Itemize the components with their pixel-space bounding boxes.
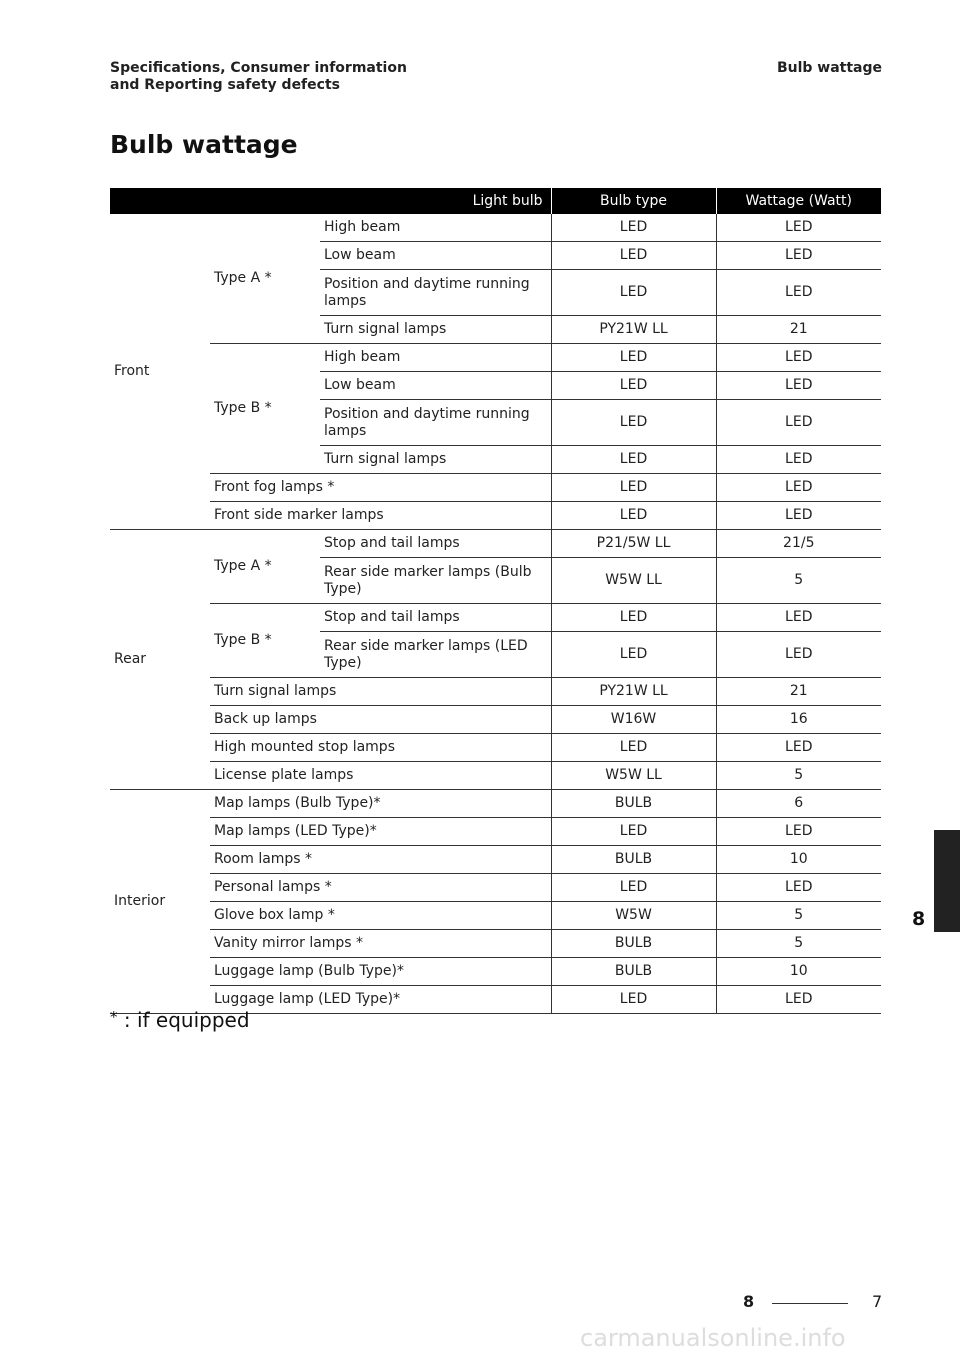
- row-bulb-type: PY21W LL: [551, 316, 716, 344]
- row-wattage: LED: [716, 214, 881, 242]
- row-desc: Position and daytime running lamps: [320, 270, 551, 316]
- row-bulb-type: W16W: [551, 706, 716, 734]
- table-row: [110, 530, 881, 558]
- row-bulb-type: LED: [551, 986, 716, 1014]
- row-wattage: 10: [716, 958, 881, 986]
- row-bulb-type: LED: [551, 818, 716, 846]
- header-line-2: and Reporting safety defects: [110, 77, 340, 93]
- footnote-text: : if equipped: [117, 1008, 250, 1032]
- row-bulb-type: LED: [551, 502, 716, 530]
- row-wattage: 10: [716, 846, 881, 874]
- header-light-bulb: Light bulb: [110, 188, 551, 214]
- row-wattage: LED: [716, 632, 881, 678]
- page-section-number: 8: [743, 1292, 755, 1311]
- row-desc: Map lamps (Bulb Type)*: [210, 790, 551, 818]
- running-header-topic: Bulb wattage: [776, 60, 882, 76]
- table-row: [110, 846, 881, 874]
- category-interior: Interior: [110, 790, 210, 1014]
- row-wattage: LED: [716, 502, 881, 530]
- row-desc: Personal lamps *: [210, 874, 551, 902]
- table-row: [110, 474, 881, 502]
- row-wattage: LED: [716, 474, 881, 502]
- row-bulb-type: LED: [551, 400, 716, 446]
- row-wattage: 16: [716, 706, 881, 734]
- chapter-tab-number: 8: [912, 908, 926, 930]
- row-desc: Luggage lamp (Bulb Type)*: [210, 958, 551, 986]
- row-wattage: 5: [716, 930, 881, 958]
- table-row: [110, 790, 881, 818]
- bulb-wattage-table: [110, 188, 881, 1014]
- row-bulb-type: LED: [551, 474, 716, 502]
- row-bulb-type: W5W: [551, 902, 716, 930]
- row-desc: Rear side marker lamps (Bulb Type): [320, 558, 551, 604]
- row-wattage: LED: [716, 372, 881, 400]
- row-wattage: LED: [716, 986, 881, 1014]
- chapter-tab-marker: [934, 830, 960, 932]
- table-row: [110, 762, 881, 790]
- row-wattage: 21: [716, 678, 881, 706]
- table-row: [110, 874, 881, 902]
- row-desc: Back up lamps: [210, 706, 551, 734]
- row-wattage: LED: [716, 818, 881, 846]
- row-desc: Turn signal lamps: [210, 678, 551, 706]
- table-row: [110, 902, 881, 930]
- row-wattage: LED: [716, 270, 881, 316]
- row-bulb-type: LED: [551, 874, 716, 902]
- row-bulb-type: LED: [551, 632, 716, 678]
- row-bulb-type: LED: [551, 372, 716, 400]
- page-number: 7: [872, 1292, 883, 1311]
- row-desc: Stop and tail lamps: [320, 604, 551, 632]
- table-row: [110, 818, 881, 846]
- row-bulb-type: W5W LL: [551, 762, 716, 790]
- watermark: carmanualsonline.info: [580, 1324, 846, 1352]
- row-wattage: LED: [716, 242, 881, 270]
- group-front-type-a: Type A *: [210, 214, 320, 344]
- category-rear: Rear: [110, 530, 210, 790]
- row-desc: Stop and tail lamps: [320, 530, 551, 558]
- row-desc: Low beam: [320, 242, 551, 270]
- row-desc: Room lamps *: [210, 846, 551, 874]
- row-bulb-type: LED: [551, 446, 716, 474]
- row-desc: Map lamps (LED Type)*: [210, 818, 551, 846]
- page-title: Bulb wattage: [110, 130, 298, 159]
- row-wattage: LED: [716, 400, 881, 446]
- row-wattage: 21/5: [716, 530, 881, 558]
- running-header-section: [110, 60, 407, 94]
- row-desc: Low beam: [320, 372, 551, 400]
- row-wattage: 5: [716, 902, 881, 930]
- row-bulb-type: LED: [551, 344, 716, 372]
- table-row: [110, 214, 881, 242]
- row-wattage: LED: [716, 734, 881, 762]
- row-wattage: LED: [716, 874, 881, 902]
- row-bulb-type: PY21W LL: [551, 678, 716, 706]
- row-bulb-type: BULB: [551, 790, 716, 818]
- row-desc: Luggage lamp (LED Type)*: [210, 986, 551, 1014]
- row-desc: Rear side marker lamps (LED Type): [320, 632, 551, 678]
- table-row: [110, 678, 881, 706]
- row-wattage: LED: [716, 344, 881, 372]
- table-row: [110, 344, 881, 372]
- row-bulb-type: P21/5W LL: [551, 530, 716, 558]
- row-wattage: 5: [716, 762, 881, 790]
- row-bulb-type: LED: [551, 214, 716, 242]
- row-desc: Position and daytime running lamps: [320, 400, 551, 446]
- footnote-asterisk: *: [110, 1008, 118, 1026]
- row-desc: Turn signal lamps: [320, 316, 551, 344]
- table-row: [110, 706, 881, 734]
- table-row: [110, 734, 881, 762]
- table-header-row: [110, 188, 881, 214]
- row-wattage: LED: [716, 446, 881, 474]
- page-number-divider: [772, 1303, 848, 1304]
- group-front-type-b: Type B *: [210, 344, 320, 474]
- row-desc: Vanity mirror lamps *: [210, 930, 551, 958]
- row-bulb-type: LED: [551, 270, 716, 316]
- table-row: [110, 502, 881, 530]
- row-wattage: 6: [716, 790, 881, 818]
- table-row: [110, 958, 881, 986]
- header-wattage: Wattage (Watt): [716, 188, 881, 214]
- category-front: Front: [110, 214, 210, 530]
- row-bulb-type: LED: [551, 242, 716, 270]
- table-row: [110, 930, 881, 958]
- row-bulb-type: LED: [551, 604, 716, 632]
- row-desc: High beam: [320, 344, 551, 372]
- group-rear-type-a: Type A *: [210, 530, 320, 604]
- row-bulb-type: LED: [551, 734, 716, 762]
- row-bulb-type: W5W LL: [551, 558, 716, 604]
- row-desc: Front side marker lamps: [210, 502, 551, 530]
- row-desc: High beam: [320, 214, 551, 242]
- footnote: [110, 1008, 250, 1032]
- row-bulb-type: BULB: [551, 930, 716, 958]
- row-wattage: 5: [716, 558, 881, 604]
- row-desc: Glove box lamp *: [210, 902, 551, 930]
- row-desc: License plate lamps: [210, 762, 551, 790]
- row-bulb-type: BULB: [551, 958, 716, 986]
- row-wattage: LED: [716, 604, 881, 632]
- header-line-1: Specifications, Consumer information: [110, 60, 407, 76]
- row-bulb-type: BULB: [551, 846, 716, 874]
- table-row: [110, 604, 881, 632]
- row-desc: Front fog lamps *: [210, 474, 551, 502]
- row-wattage: 21: [716, 316, 881, 344]
- row-desc: Turn signal lamps: [320, 446, 551, 474]
- header-bulb-type: Bulb type: [551, 188, 716, 214]
- group-rear-type-b: Type B *: [210, 604, 320, 678]
- row-desc: High mounted stop lamps: [210, 734, 551, 762]
